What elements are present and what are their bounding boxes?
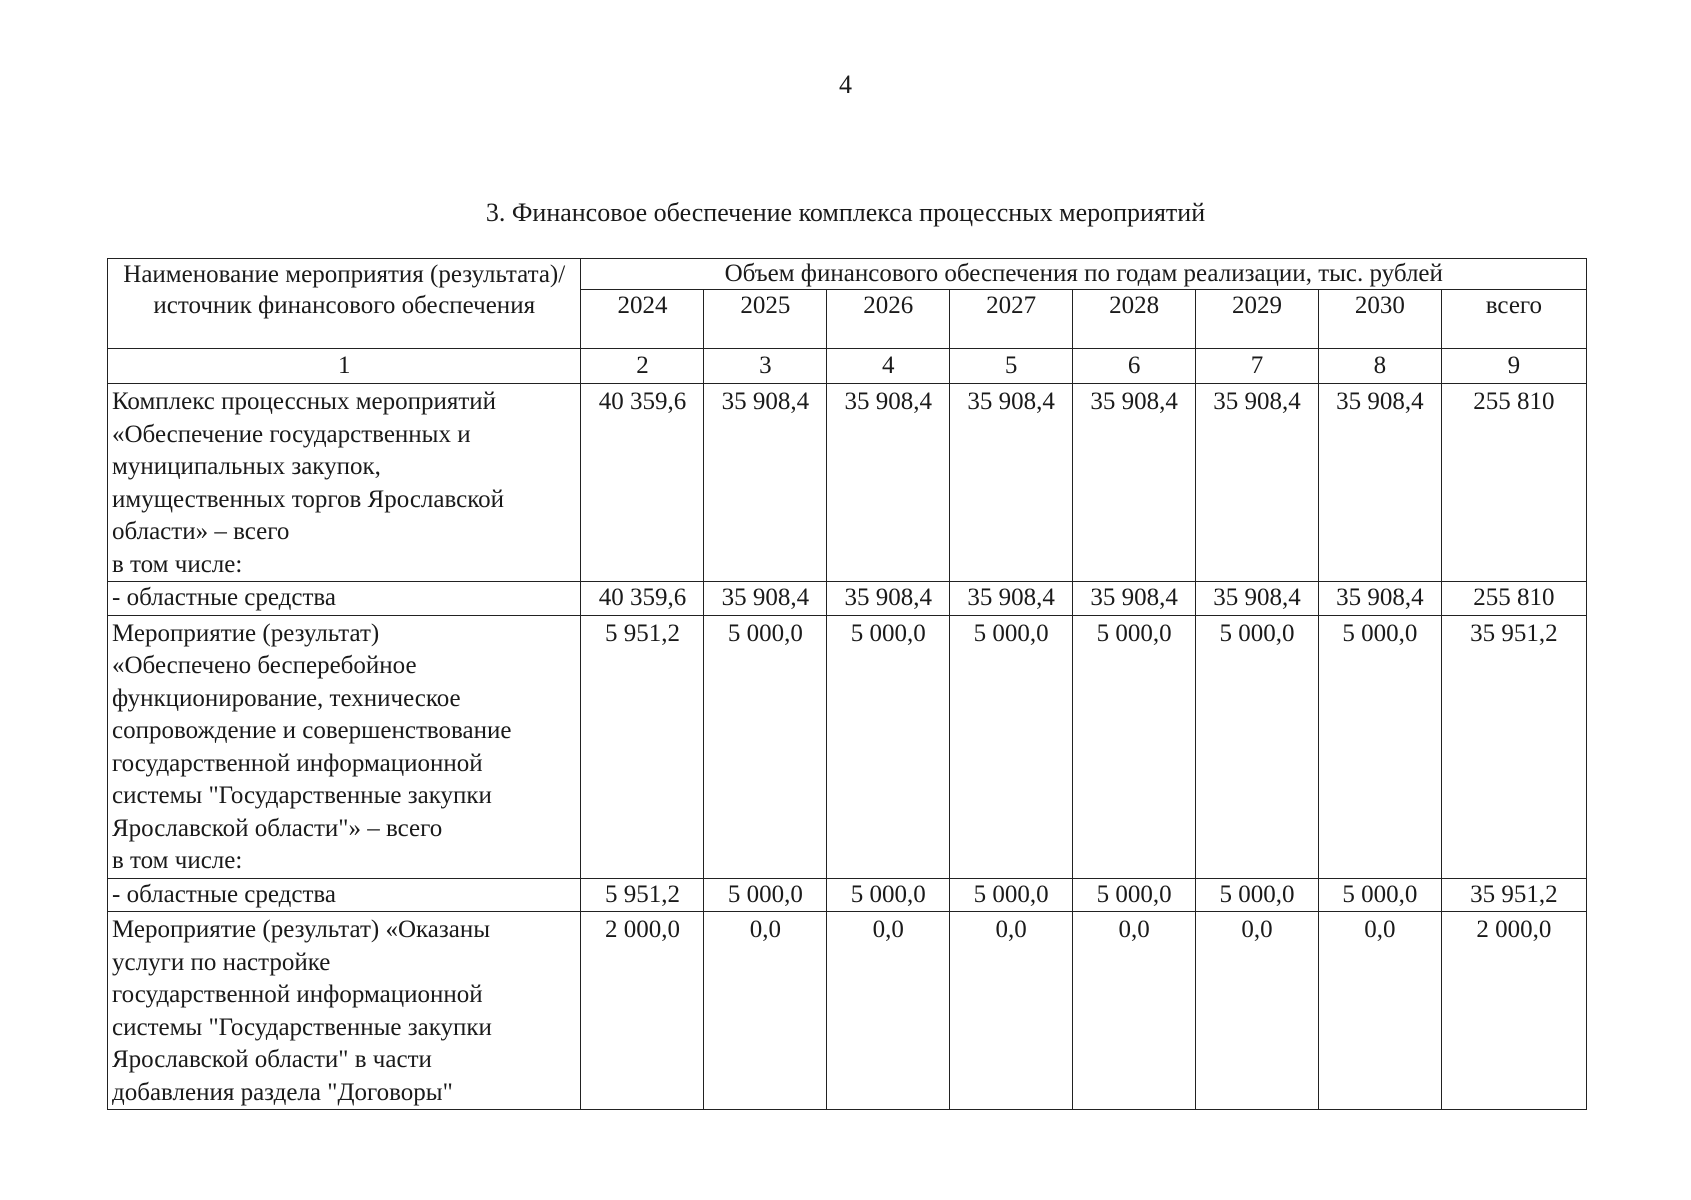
page-number: 4 (839, 70, 852, 99)
value-cell: 5 000,0 (1318, 615, 1441, 878)
value-cell: 40 359,6 (581, 384, 704, 582)
row-name: Мероприятие (результат) «Обеспечено бесперебойное функционирование, техническое сопровождение и совершенствование государственной информационной системы "Государственные закупки Ярославской области"» – всего в том числе: (108, 615, 581, 878)
column-number: 4 (827, 349, 950, 384)
value-cell: 5 000,0 (950, 615, 1073, 878)
value-cell: 35 908,4 (704, 582, 827, 616)
value-cell: 35 908,4 (1196, 582, 1319, 616)
section-title: 3. Финансовое обеспечение комплекса процессных мероприятий (485, 198, 1206, 227)
row-name: Мероприятие (результат) «Оказаны услуги по настройке государственной информационной системы "Государственные закупки Ярославской области" в части добавления раздела "Договоры" (108, 912, 581, 1110)
total-cell: 35 951,2 (1441, 615, 1586, 878)
value-cell: 35 908,4 (1073, 384, 1196, 582)
column-number: 3 (704, 349, 827, 384)
total-cell: 35 951,2 (1441, 878, 1586, 912)
value-cell: 0,0 (1196, 912, 1319, 1110)
value-cell: 35 908,4 (704, 384, 827, 582)
value-cell: 5 000,0 (950, 878, 1073, 912)
table-row (108, 582, 1587, 616)
value-cell: 5 000,0 (827, 615, 950, 878)
value-cell: 0,0 (950, 912, 1073, 1110)
table-row (108, 912, 1587, 1110)
value-cell: 5 000,0 (827, 878, 950, 912)
value-cell: 0,0 (827, 912, 950, 1110)
header-year: 2027 (950, 290, 1073, 349)
value-cell: 35 908,4 (1073, 582, 1196, 616)
value-cell: 35 908,4 (1318, 582, 1441, 616)
value-cell: 35 908,4 (950, 384, 1073, 582)
row-name: - областные средства (108, 582, 581, 616)
value-cell: 35 908,4 (1196, 384, 1319, 582)
header-funding-span: Объем финансового обеспечения по годам реализации, тыс. рублей (581, 259, 1587, 290)
value-cell: 5 000,0 (1318, 878, 1441, 912)
value-cell: 5 951,2 (581, 615, 704, 878)
column-number: 1 (108, 349, 581, 384)
value-cell: 2 000,0 (581, 912, 704, 1110)
header-total: всего (1441, 290, 1586, 349)
row-name: Комплекс процессных мероприятий «Обеспечение государственных и муниципальных закупок, имущественных торгов Ярославской области» – всего в том числе: (108, 384, 581, 582)
column-number: 5 (950, 349, 1073, 384)
value-cell: 5 000,0 (704, 878, 827, 912)
financing-table (107, 258, 1587, 1110)
value-cell: 35 908,4 (827, 582, 950, 616)
header-year: 2025 (704, 290, 827, 349)
total-cell: 2 000,0 (1441, 912, 1586, 1110)
value-cell: 5 000,0 (1196, 878, 1319, 912)
value-cell: 40 359,6 (581, 582, 704, 616)
value-cell: 0,0 (1073, 912, 1196, 1110)
header-year: 2026 (827, 290, 950, 349)
row-name: - областные средства (108, 878, 581, 912)
value-cell: 5 000,0 (704, 615, 827, 878)
column-number: 2 (581, 349, 704, 384)
value-cell: 0,0 (704, 912, 827, 1110)
total-cell: 255 810 (1441, 384, 1586, 582)
header-year: 2029 (1196, 290, 1319, 349)
header-year: 2024 (581, 290, 704, 349)
value-cell: 0,0 (1318, 912, 1441, 1110)
value-cell: 5 000,0 (1196, 615, 1319, 878)
value-cell: 5 951,2 (581, 878, 704, 912)
value-cell: 5 000,0 (1073, 615, 1196, 878)
header-year: 2028 (1073, 290, 1196, 349)
table-row (108, 615, 1587, 878)
column-number: 9 (1441, 349, 1586, 384)
value-cell: 35 908,4 (827, 384, 950, 582)
value-cell: 35 908,4 (950, 582, 1073, 616)
table-row (108, 384, 1587, 582)
column-number: 6 (1073, 349, 1196, 384)
table-row (108, 878, 1587, 912)
header-name-cell: Наименование мероприятия (результата)/ источник финансового обеспечения (108, 259, 581, 349)
column-number: 7 (1196, 349, 1319, 384)
header-year: 2030 (1318, 290, 1441, 349)
column-number: 8 (1318, 349, 1441, 384)
value-cell: 5 000,0 (1073, 878, 1196, 912)
value-cell: 35 908,4 (1318, 384, 1441, 582)
total-cell: 255 810 (1441, 582, 1586, 616)
